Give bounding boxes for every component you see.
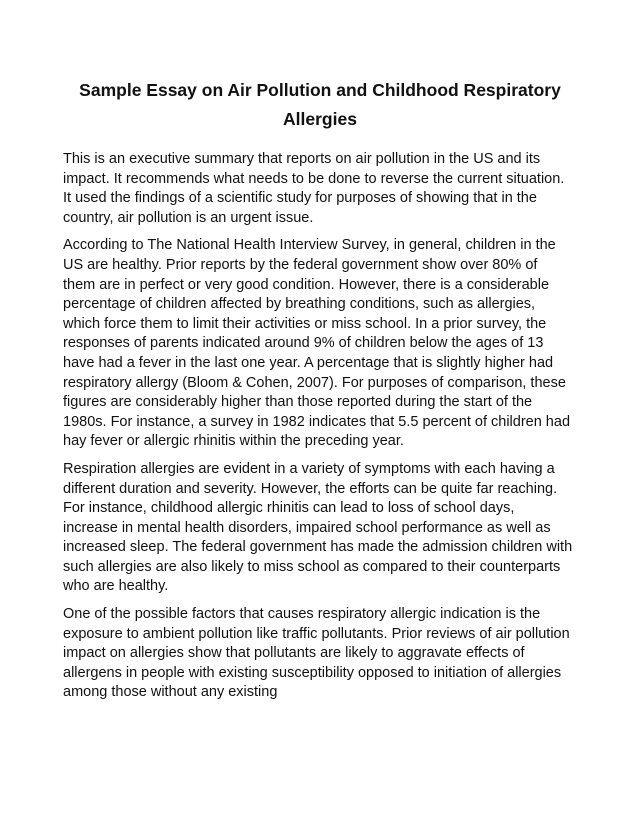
paragraph-symptoms: Respiration allergies are evident in a variety of symptoms with each having a different duration and severity. However, the efforts can be quite far reaching. For instance, childhood allergic rhinitis can lead to loss of school days, increase in mental health disorders, impaired school performance as well as increased sleep. The federal government has made the admission children with such allergies are also likely to miss school as compared to their counterparts who are healthy. bbox=[63, 460, 573, 595]
paragraph-survey-findings: According to The National Health Interview Survey, in general, children in the US are healthy. Prior reports by the federal government show over 80% of them are in perfect or very good condition. However, there is a considerable percentage of children affected by breathing conditions, such as allergies, which force them to limit their activities or miss school. In a prior survey, the responses of parents indicated around 9% of children below the ages of 13 have had a fever in the last one year. A percentage that is slightly higher had respiratory allergy (Bloom & Cohen, 2007). For purposes of comparison, these figures are considerably higher than those reported during the start of the 1980s. For instance, a survey in 1982 indicates that 5.5 percent of children had hay fever or allergic rhinitis within the preceding year. bbox=[63, 237, 571, 450]
document-title: Sample Essay on Air Pollution and Childhood Respiratory Allergies bbox=[79, 80, 561, 129]
paragraph-pollution-factors: One of the possible factors that causes respiratory allergic indication is the exposure to ambient pollution like traffic pollutants. Prior reviews of air pollution impact on allergies show that pollutants are likely to aggravate effects of allergens in people with existing susceptibility opposed to initiation of allergies among those without any existing bbox=[63, 606, 570, 701]
paragraph-executive-summary: This is an executive summary that reports on air pollution in the US and its impact. It recommends what needs to be done to reverse the current situation. It used the findings of a scientific study for purposes of showing that in the country, air pollution is an urgent issue. bbox=[63, 151, 565, 226]
document-body bbox=[63, 150, 573, 711]
